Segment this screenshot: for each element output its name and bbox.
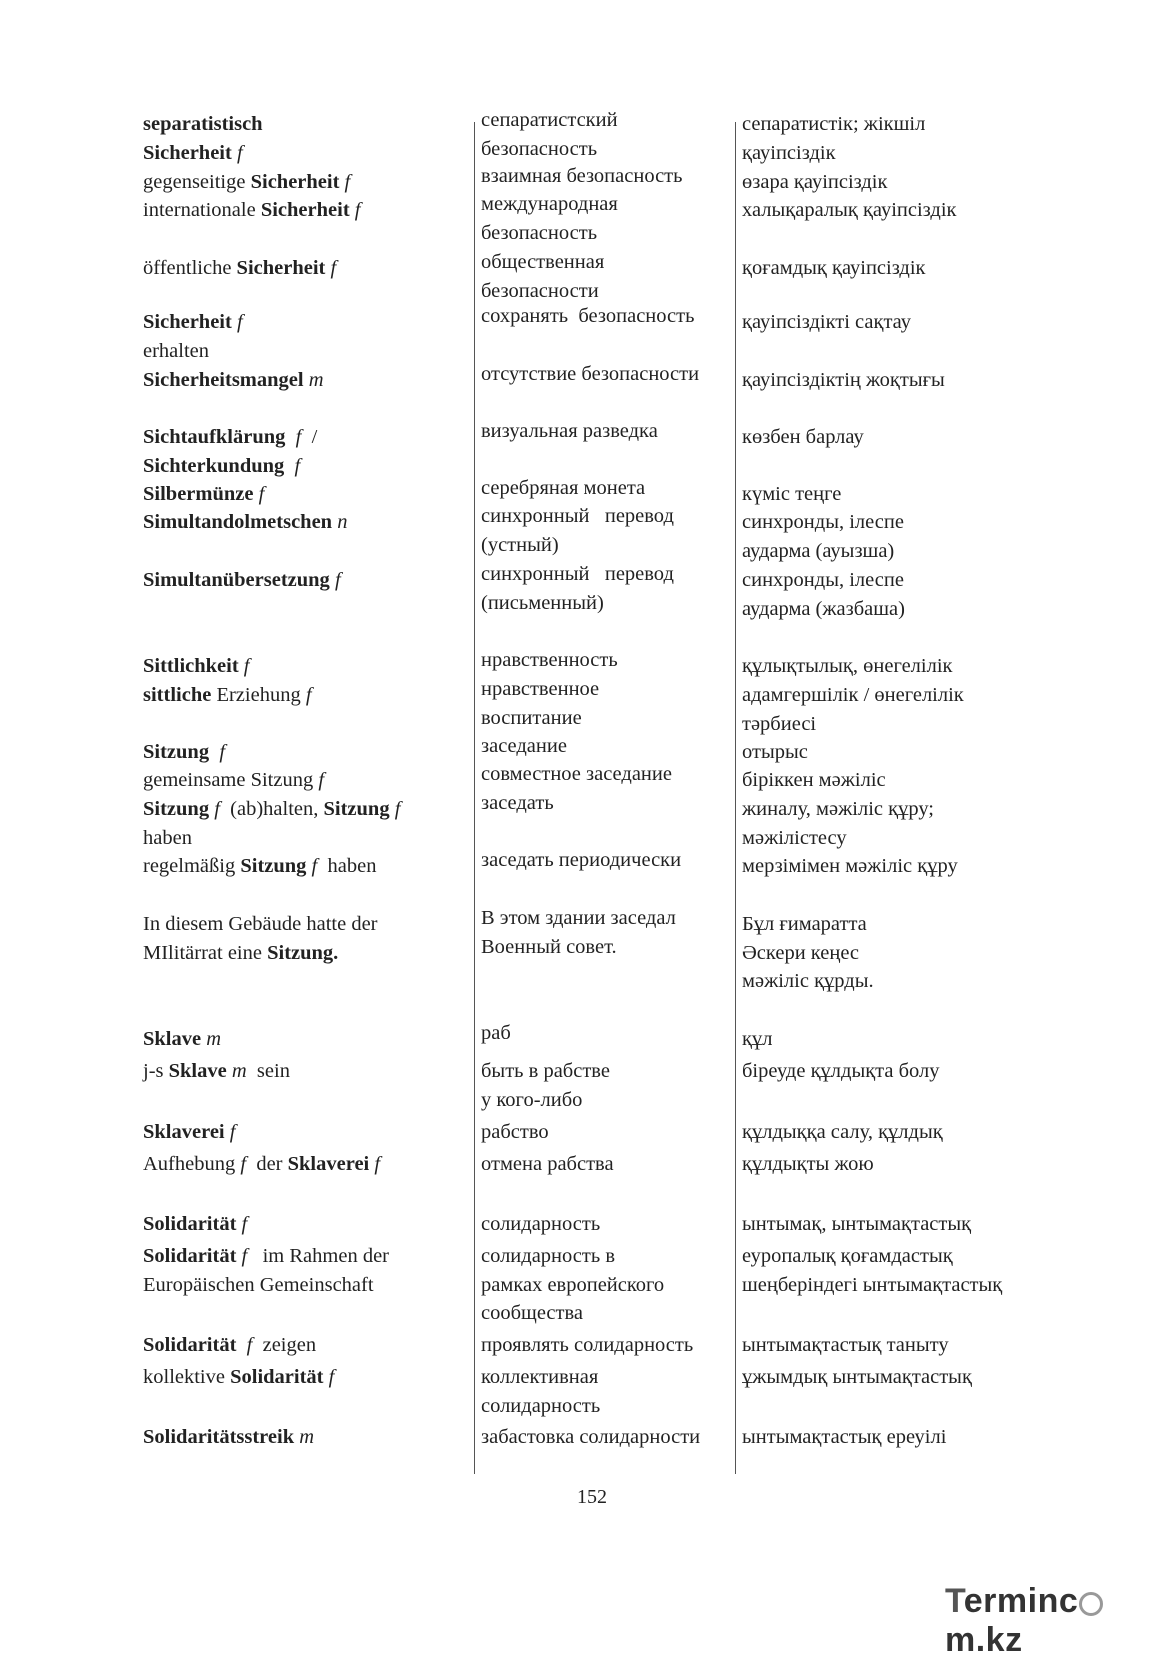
logo-circle-icon bbox=[1079, 1592, 1103, 1616]
german-term: gegenseitige Sicherheit f bbox=[143, 171, 351, 193]
russian-translation: проявлять солидарность bbox=[481, 1334, 694, 1356]
russian-translation: синхронный перевод (устный) bbox=[481, 505, 674, 556]
kazakh-translation: Бұл ғимаратта Әскери кеңес мәжіліс құрды. bbox=[742, 913, 874, 992]
russian-translation: синхронный перевод (письменный) bbox=[481, 563, 674, 614]
kazakh-translation: синхронды, ілеспе аударма (ауызша) bbox=[742, 511, 904, 562]
kazakh-translation: синхронды, ілеспе аударма (жазбаша) bbox=[742, 569, 905, 620]
kazakh-translation: ынтымақтастық ереуілі bbox=[742, 1426, 947, 1448]
russian-translation: В этом здании заседал Военный совет. bbox=[481, 907, 676, 958]
german-term: Sichtaufklärung f / Sichterkundung f bbox=[143, 426, 318, 477]
kazakh-translation: қауіпсіздік bbox=[742, 142, 836, 164]
german-term: Solidarität f im Rahmen der Europäischen Gemeinschaft bbox=[143, 1245, 389, 1296]
german-term: Solidarität f bbox=[143, 1213, 248, 1235]
kazakh-translation: құлдыққа салу, құлдық bbox=[742, 1121, 943, 1143]
russian-translation: нравственность bbox=[481, 649, 618, 671]
german-term: öffentliche Sicherheit f bbox=[143, 257, 337, 279]
kazakh-translation: қауіпсіздікті сақтау bbox=[742, 311, 911, 333]
german-term: Sicherheit f bbox=[143, 142, 243, 164]
kazakh-translation: құл bbox=[742, 1028, 773, 1050]
kazakh-translation: ұжымдық ынтымақтастық bbox=[742, 1366, 972, 1388]
column-divider-2 bbox=[735, 122, 736, 1474]
german-term: Simultanübersetzung f bbox=[143, 569, 341, 591]
russian-translation: безопасность bbox=[481, 138, 598, 160]
german-term: Sklaverei f bbox=[143, 1121, 236, 1143]
german-term: gemeinsame Sitzung f bbox=[143, 769, 325, 791]
kazakh-translation: еуропалық қоғамдастық шеңберіндегі ынтымақтастық bbox=[742, 1245, 1003, 1296]
russian-translation: быть в рабстве у кого-либо bbox=[481, 1060, 610, 1111]
russian-translation: рабство bbox=[481, 1121, 549, 1143]
russian-translation: международная безопасность bbox=[481, 193, 618, 244]
russian-translation: солидарность bbox=[481, 1213, 601, 1235]
german-term: Sicherheit f erhalten bbox=[143, 311, 243, 362]
kazakh-translation: жиналу, мәжіліс құру; мәжілістесу bbox=[742, 798, 935, 849]
russian-translation: сепаратистский bbox=[481, 109, 618, 131]
german-term: Simultandolmetschen n bbox=[143, 511, 348, 533]
german-term: In diesem Gebäude hatte der MIlitärrat eine Sitzung. bbox=[143, 913, 378, 964]
russian-translation: солидарность в рамках европейского сообщества bbox=[481, 1245, 665, 1324]
russian-translation: взаимная безопасность bbox=[481, 165, 683, 187]
kazakh-translation: адамгершілік / өнегелілік тәрбиесі bbox=[742, 684, 964, 735]
russian-translation: общественная безопасности bbox=[481, 251, 605, 302]
kazakh-translation: халықаралық қауіпсіздік bbox=[742, 199, 957, 221]
german-term: Solidaritätsstreik m bbox=[143, 1426, 315, 1448]
german-term: Aufhebung f der Sklaverei f bbox=[143, 1153, 381, 1175]
column-divider-1 bbox=[474, 122, 475, 1474]
russian-translation: сохранять безопасность bbox=[481, 305, 695, 327]
german-term: Sklave m bbox=[143, 1028, 222, 1050]
kazakh-translation: құлдықты жою bbox=[742, 1153, 874, 1175]
kazakh-translation: біреуде құлдықта болу bbox=[742, 1060, 940, 1082]
russian-translation: заседать bbox=[481, 792, 554, 814]
german-term: Sittlichkeit f bbox=[143, 655, 250, 677]
russian-translation: отмена рабства bbox=[481, 1153, 614, 1175]
page-number: 152 bbox=[577, 1486, 607, 1508]
kazakh-translation: күміс теңге bbox=[742, 483, 842, 505]
russian-translation: заседать периодически bbox=[481, 849, 682, 871]
russian-translation: забастовка солидарности bbox=[481, 1426, 701, 1448]
termincom-logo: Termincm.kz bbox=[945, 1582, 1158, 1660]
russian-translation: коллективная солидарность bbox=[481, 1366, 601, 1417]
german-term: Solidarität f zeigen bbox=[143, 1334, 317, 1356]
german-term: Sitzung f bbox=[143, 741, 226, 763]
german-term: Silbermünze f bbox=[143, 483, 265, 505]
german-term: Sicherheitsmangel m bbox=[143, 369, 324, 391]
german-term: sittliche Erziehung f bbox=[143, 684, 312, 706]
german-term: j-s Sklave m sein bbox=[143, 1060, 290, 1082]
russian-translation: раб bbox=[481, 1022, 511, 1044]
kazakh-translation: көзбен барлау bbox=[742, 426, 864, 448]
russian-translation: совместное заседание bbox=[481, 763, 672, 785]
kazakh-translation: ынтымақтастық таныту bbox=[742, 1334, 949, 1356]
german-term: regelmäßig Sitzung f haben bbox=[143, 855, 377, 877]
kazakh-translation: мерзімімен мәжіліс құру bbox=[742, 855, 958, 877]
kazakh-translation: қауіпсіздіктің жоқтығы bbox=[742, 369, 945, 391]
kazakh-translation: сепаратистік; жікшіл bbox=[742, 113, 926, 135]
russian-translation: серебряная монета bbox=[481, 477, 646, 499]
kazakh-translation: құлықтылық, өнегелілік bbox=[742, 655, 953, 677]
kazakh-translation: отырыс bbox=[742, 741, 808, 763]
russian-translation: отсутствие безопасности bbox=[481, 363, 700, 385]
german-term: kollektive Solidarität f bbox=[143, 1366, 335, 1388]
german-term: internationale Sicherheit f bbox=[143, 199, 361, 221]
russian-translation: визуальная разведка bbox=[481, 420, 658, 442]
russian-translation: заседание bbox=[481, 735, 567, 757]
kazakh-translation: біріккен мәжіліс bbox=[742, 769, 886, 791]
kazakh-translation: өзара қауіпсіздік bbox=[742, 171, 888, 193]
german-term: Sitzung f (ab)halten, Sitzung f haben bbox=[143, 798, 401, 849]
kazakh-translation: қоғамдық қауіпсіздік bbox=[742, 257, 926, 279]
kazakh-translation: ынтымақ, ынтымақтастық bbox=[742, 1213, 972, 1235]
russian-translation: нравственное воспитание bbox=[481, 678, 600, 729]
german-term: separatistisch bbox=[143, 113, 263, 135]
